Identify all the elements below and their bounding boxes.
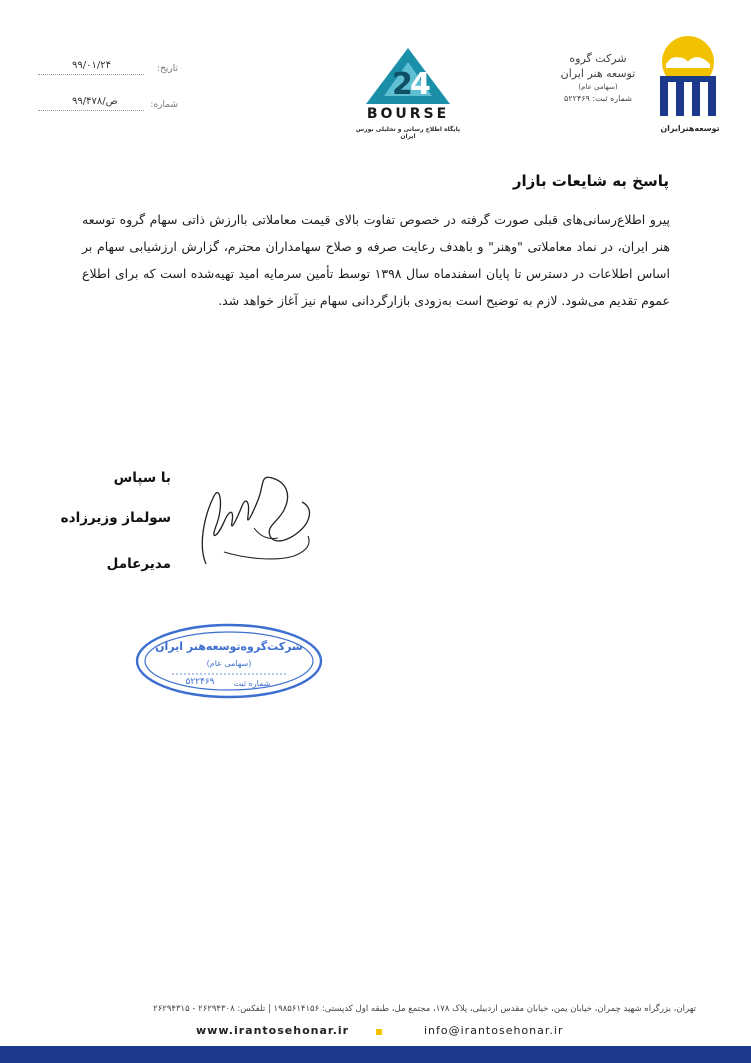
date-field: [38, 60, 178, 80]
footer-email[interactable]: info@irantosehonar.ir: [424, 1024, 564, 1037]
signature-position: مدیرعامل: [106, 556, 171, 572]
company-line2: توسعه هنر ایران: [560, 67, 636, 80]
company-reg: شماره ثبت: ۵۲۲۴۶۹: [564, 94, 632, 103]
footer-address: تهران، بزرگراه شهید چمران، خیابان یمن، خیابان مقدس اردبیلی، پلاک ۱۷۸، مجتمع مل، طبقه اول کدپستی: ۱۹۸۵۶۱۴۱۵۶ | تلفکس: ۲۶۲۹۴۳۰۸ - ۲۶۲۹۴۳۱۵: [153, 1004, 696, 1014]
number-field: [38, 96, 178, 116]
date-dots: [38, 74, 144, 75]
letter-title: پاسخ به شایعات بازار: [512, 172, 669, 190]
brand-logo-icon: [652, 34, 724, 122]
footer-dot: [376, 1029, 382, 1035]
svg-text:4: 4: [410, 67, 431, 102]
number-dots: [38, 110, 144, 111]
letter-body: پیرو اطلاع‌رسانی‌های قبلی صورت گرفته در خصوص تفاوت بالای قیمت معاملاتی باارزش ذاتی سهام گروه توسعه هنر ایران، در نماد معاملاتی "وهنر" و باهدف رعایت صرفه و صلاح سهامداران محترم، گزارش ارزشیابی سهام بر اساس اطلاعات در دسترس تا پایان اسفندماه سال ۱۳۹۸ توسط تأمین سرمایه امید تهیه‌شده است که برای اطلاع عموم تقدیم می‌شود. لازم به توضیح است به‌زودی بازارگردانی سهام نیز آغاز خواهد شد.: [82, 212, 670, 308]
footer-website[interactable]: www.irantosehonar.ir: [196, 1024, 350, 1037]
brand-name: توسعه‌هنرایران: [660, 124, 720, 133]
handwritten-signature-icon: [194, 466, 324, 574]
bourse-triangle-icon: [352, 44, 464, 108]
date-label: تاریخ:: [157, 64, 178, 74]
stamp-line3: شماره ثبت: [233, 679, 271, 688]
company-line3: (سهامی عام): [578, 83, 618, 91]
signature-closing: با سپاس: [113, 470, 171, 486]
footer-bar: [0, 1046, 751, 1063]
number-label: شماره:: [150, 100, 178, 110]
stamp-line4: ۵۲۲۴۶۹: [185, 677, 215, 687]
bourse-logo-text: BOURSE: [366, 106, 450, 122]
bourse-logo-subtitle: پایگاه اطلاع رسانی و تحلیلی بورس ایران: [355, 126, 461, 140]
company-stamp: [134, 622, 324, 700]
date-value: ۹۹/۰۱/۲۴: [72, 60, 111, 71]
brand-logo: [652, 34, 724, 134]
number-value: ۹۹/ص/۴۷۸: [72, 96, 118, 107]
company-line1: شرکت گروه: [569, 52, 627, 65]
company-info: [548, 52, 648, 103]
bourse-logo: [352, 44, 464, 144]
signature-name: سولماز وزیرزاده: [60, 510, 171, 526]
stamp-line2: (سهامی عام): [206, 659, 252, 668]
stamp-line1: شرکت‌گروه‌توسعه‌هنر ایران: [155, 640, 303, 653]
svg-text:2: 2: [392, 67, 413, 102]
